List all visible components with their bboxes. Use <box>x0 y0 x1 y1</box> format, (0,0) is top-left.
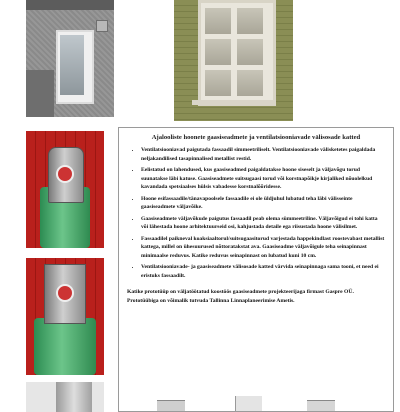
wall-vent-icon <box>96 20 108 32</box>
list-item: • Eelistatud on lahendused, kus gaasiseadmed paigaldatakse hoone siseselt ja väljavõgu torud suunatakse läbi katuse. Gaasiseadmete suitsugaasi torud või korstnapõikje kirjaliked nõuolelkud kavandada spetsiaalses hülsis vabadesse korstnalõõridesse. <box>141 166 385 192</box>
window-pane <box>205 70 231 96</box>
document-title: Ajalooliste hoonete gaasiseadmete ja ventilatsiooniavade välisosade katted <box>151 134 361 141</box>
window-sill <box>192 100 276 105</box>
drawing-thumbnail <box>157 400 185 412</box>
vent-cover-photo <box>26 131 104 248</box>
vent-cover-box <box>56 382 92 412</box>
bullet-list <box>127 146 385 280</box>
green-pipe <box>34 318 96 375</box>
window-pane <box>237 70 263 96</box>
vent-opening-icon <box>56 165 74 183</box>
vent-cover-photo <box>26 382 104 412</box>
document-text-box <box>118 127 394 412</box>
window-pane <box>237 39 263 65</box>
list-item: • Ventilatsiooniavade- ja gaasiseadmete välisosade katted värvida seinapinnaga sama tooni, et need ei eristuks fassaadilt. <box>141 263 385 280</box>
wall-shadow <box>26 70 54 117</box>
facade-window-photo <box>174 0 293 121</box>
list-item: • Hoone esifassaadile/tänavapoolsele fassaadile ei ole üldjuhul lubatud teha läbi välisseinte gaasiseadmete väljavõike. <box>141 195 385 212</box>
list-item: • Gaasiseadmete väljavõkude paigutus fassaadil peab olema sümmeetriline. Väljavõigud ei tohi katta või lähestada hoone arhitektuurseid osi, kahjustada detaile ega riisustada hoone välisilmet. <box>141 215 385 232</box>
drawing-thumbnail <box>235 396 262 412</box>
window-pane <box>205 39 231 65</box>
window-pane <box>205 8 231 34</box>
list-item: • Fassaadilel paikneval koaksiaaltorul/suitsugaasitorud varjestada happekindlast roostevabast metallist kattega, millel on ühesuurused nõttoratakstat ava. Gaasiseadme väljavõigule teha seinapinnast minimaalse reduvus. Katike reduvus seinapinnast on lubatud kuni 10 cm. <box>141 235 385 261</box>
list-item: • Ventilatsiooniavad paigutada fassaadil simmeetriliselt. Ventilatsiooniavade välisketetes paigaldada neljakandilised tasapinnalised metallist restid. <box>141 146 385 163</box>
wall-window-photo <box>26 0 114 117</box>
roof-edge <box>26 0 114 10</box>
vent-opening-icon <box>56 284 74 302</box>
drawing-thumbnail <box>307 400 335 412</box>
vent-cover-photo <box>26 258 104 375</box>
window-pane <box>237 8 263 34</box>
window-glass <box>60 35 84 95</box>
footer-note: Katike prototüüp on väljatöötatud koostöös gaasiseadmete projekteerijaga firmast Gaspre OÜ. Prototüübiga on võimalik tutvuda Tallinna Linnaplaneerimise Ametis. <box>127 289 354 304</box>
